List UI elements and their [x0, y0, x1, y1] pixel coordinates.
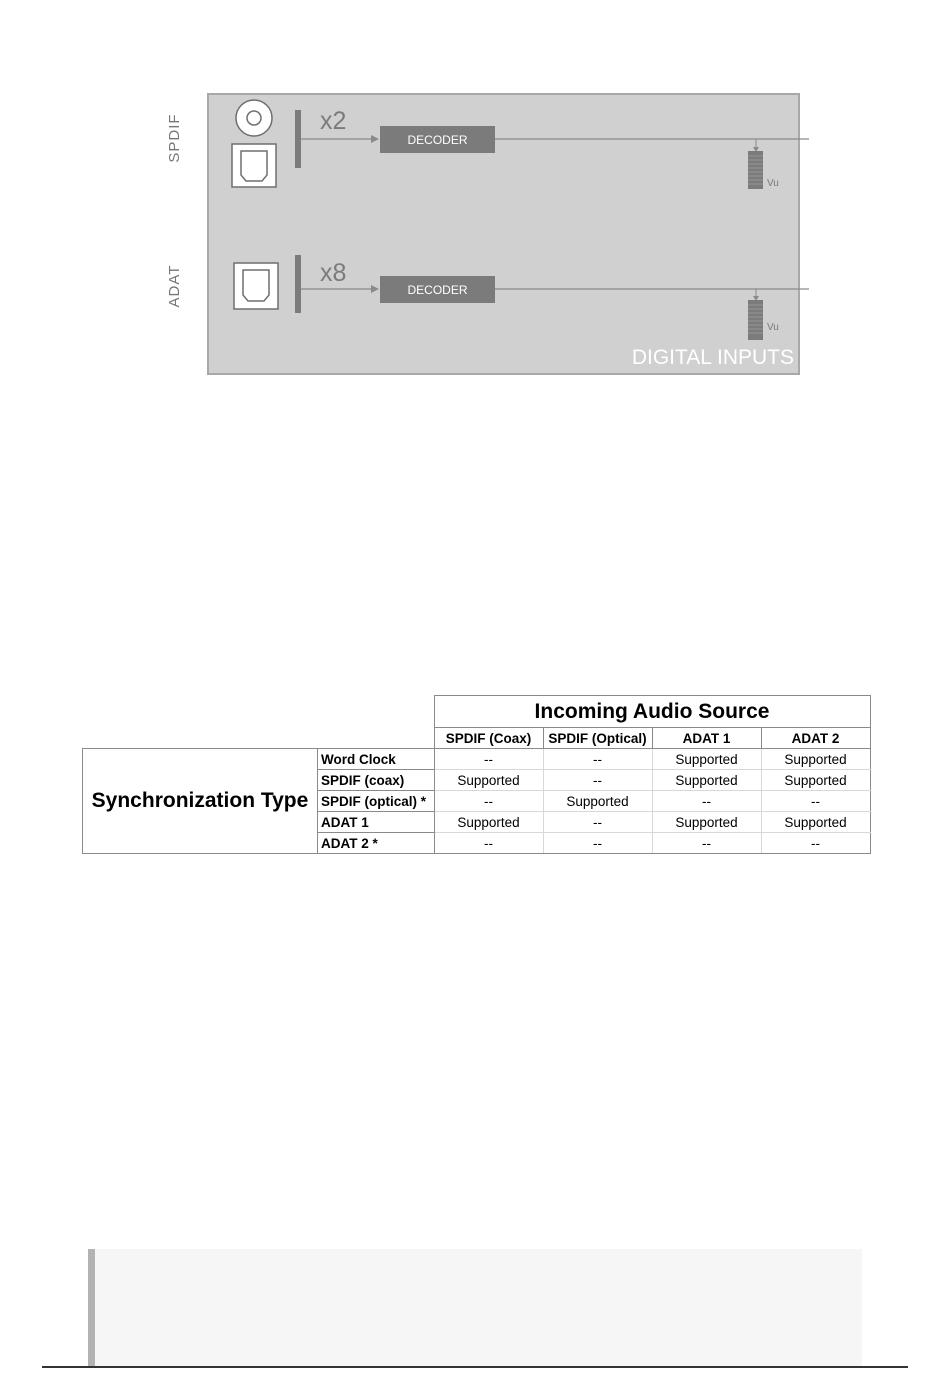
table-cell: Supported [761, 812, 870, 833]
table-cell: Supported [652, 770, 761, 791]
table-cell: -- [543, 749, 652, 770]
note-accent-bar [88, 1249, 95, 1366]
spdif-side-label: SPDIF [166, 113, 183, 163]
table-cell: -- [543, 833, 652, 854]
coax-connector-icon [236, 100, 272, 136]
column-header: ADAT 2 [761, 728, 870, 749]
table-cell: Supported [434, 770, 543, 791]
table-cell: -- [434, 749, 543, 770]
sync-compatibility-table [82, 695, 871, 854]
digital-inputs-svg [0, 0, 950, 400]
table-title: Incoming Audio Source [434, 696, 870, 728]
spdif-vu-label: Vu [767, 178, 779, 189]
row-header: ADAT 2 * [318, 833, 435, 854]
table-cell: -- [434, 833, 543, 854]
table-cell: Supported [543, 791, 652, 812]
table-cell: -- [761, 833, 870, 854]
table-title-row [83, 696, 871, 728]
adat-input-bar [295, 255, 301, 313]
note-box [88, 1249, 862, 1366]
adat-optical-connector-icon [234, 263, 278, 309]
table-cell: -- [761, 791, 870, 812]
table-cell: -- [434, 791, 543, 812]
table-cell: Supported [434, 812, 543, 833]
column-header: ADAT 1 [652, 728, 761, 749]
digital-inputs-diagram [0, 0, 950, 400]
table-cell: Supported [652, 812, 761, 833]
column-header: SPDIF (Optical) [543, 728, 652, 749]
adat-multiplier: x8 [320, 259, 347, 287]
table-cell: -- [652, 791, 761, 812]
panel-label: DIGITAL INPUTS [631, 346, 794, 369]
adat-decoder-label: DECODER [407, 283, 468, 297]
spdif-input-bar [295, 110, 301, 168]
column-header: SPDIF (Coax) [434, 728, 543, 749]
table-cell: Supported [761, 749, 870, 770]
row-header: ADAT 1 [318, 812, 435, 833]
spdif-decoder-label: DECODER [407, 133, 468, 147]
adat-vu-label: Vu [767, 322, 779, 333]
row-header: SPDIF (optical) * [318, 791, 435, 812]
table-row [83, 749, 871, 770]
table-cell: Supported [761, 770, 870, 791]
row-group-label: Synchronization Type [83, 749, 318, 854]
empty-cell [83, 696, 318, 728]
table-cell: Supported [652, 749, 761, 770]
table-cell: -- [543, 812, 652, 833]
empty-cell [318, 696, 435, 728]
table-cell: -- [543, 770, 652, 791]
row-header: SPDIF (coax) [318, 770, 435, 791]
footer-divider [42, 1366, 908, 1368]
empty-cell [83, 728, 318, 749]
empty-cell [318, 728, 435, 749]
spdif-multiplier: x2 [320, 107, 347, 135]
table-cell: -- [652, 833, 761, 854]
optical-connector-icon [232, 144, 276, 187]
row-header: Word Clock [318, 749, 435, 770]
column-header-row [83, 728, 871, 749]
adat-side-label: ADAT [166, 264, 183, 308]
